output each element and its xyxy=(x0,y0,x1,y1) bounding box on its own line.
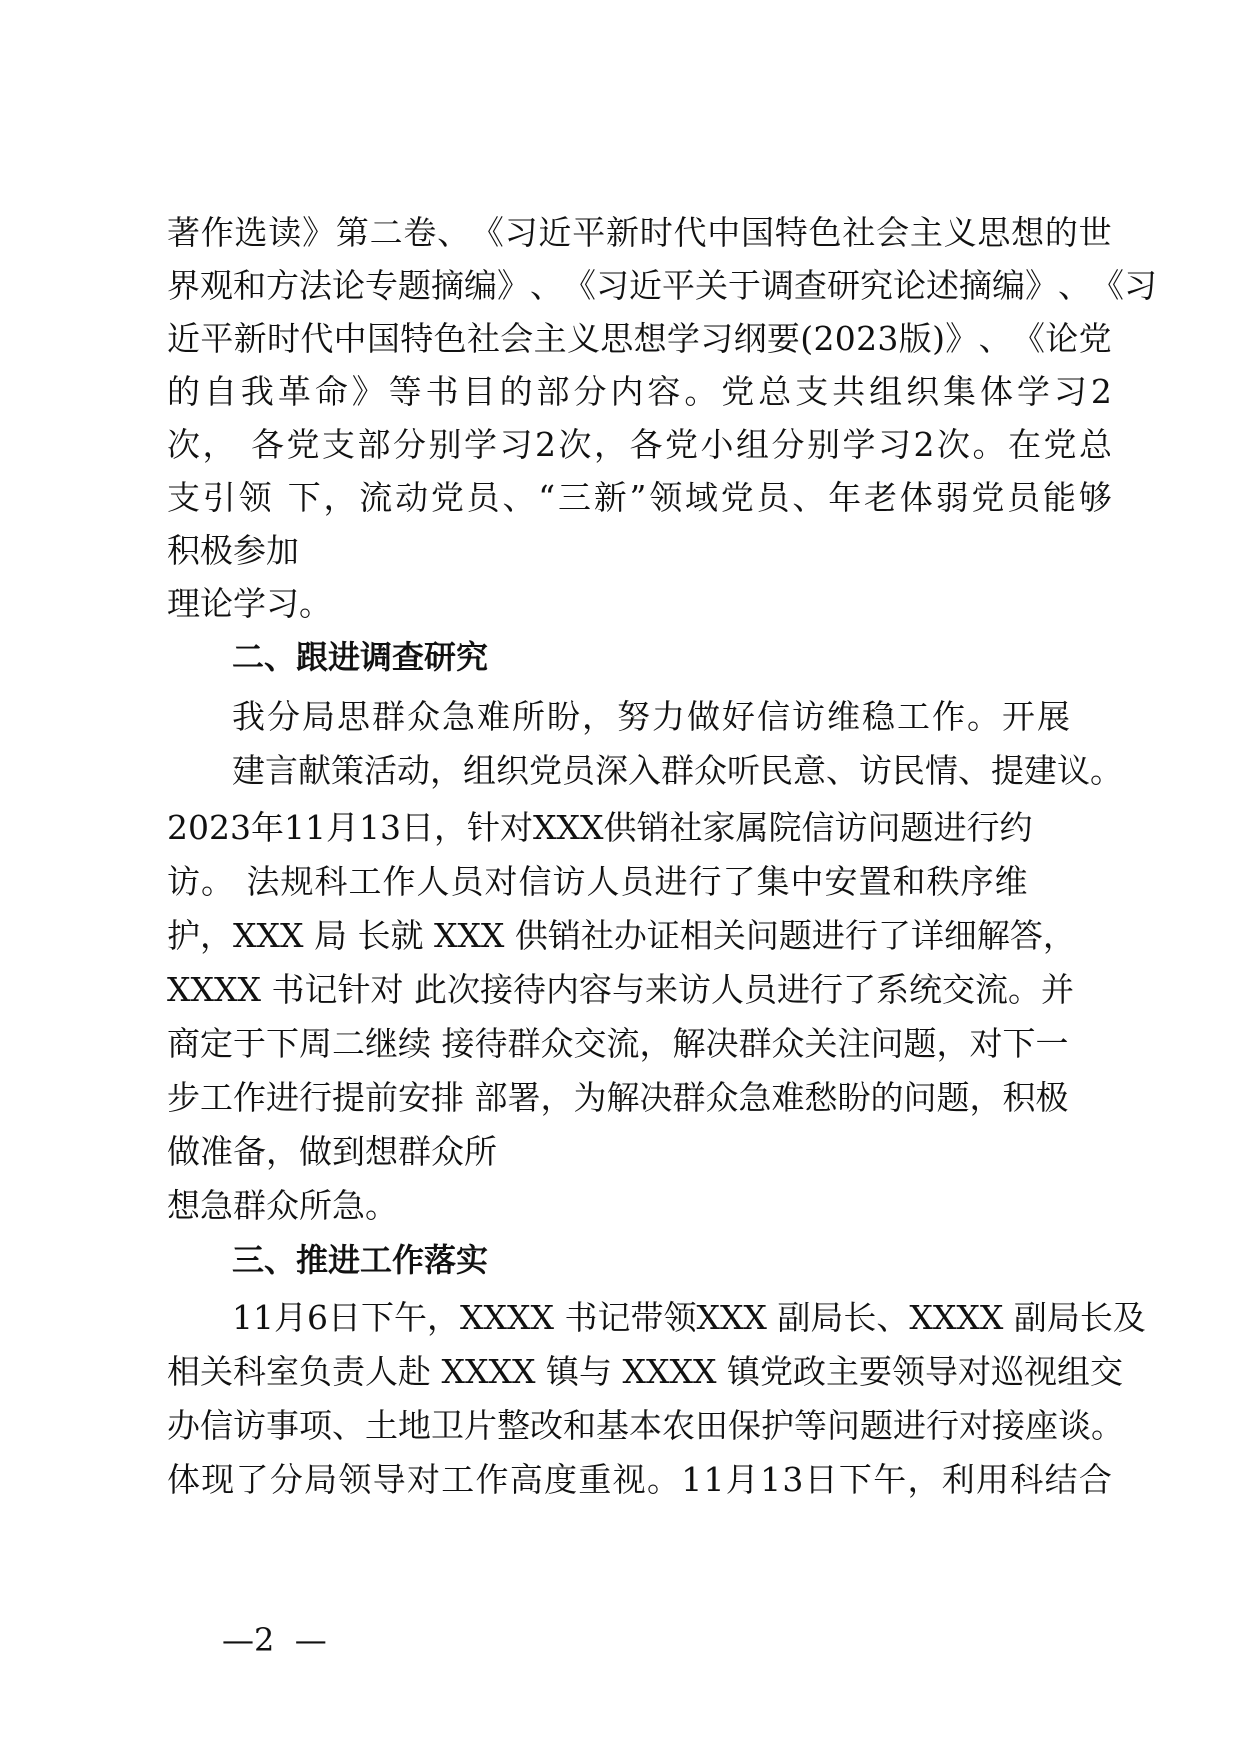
paragraph-line: 步工作进行提前安排 部署，为解决群众急难愁盼的问题，积极 xyxy=(167,1078,1069,1117)
paragraph-line: 近 平 新 时 代 中 国 特 色 社 会 主 义 思 想 学 习 纲 要 ( 2 0 2 3 版 ) 》 、 《 论 党 xyxy=(167,319,1112,358)
paragraph-line: 做准备，做到想群众所 xyxy=(167,1132,497,1171)
paragraph-line: 2023年11月13日，针对XXX供销社家属院信访问题进行约 xyxy=(167,808,1033,847)
paragraph-line: 体 现 了 分 局 领 导 对 工 作 高 度 重 视 。 1 1 月 1 3 日 下 午 ， 利 用 科 结 合 xyxy=(167,1460,1112,1499)
paragraph-line: 11月6日下午，XXXX 书记带领XXX 副局长、XXXX 副局长及 xyxy=(232,1298,1146,1337)
paragraph-line: 次 ， 各 党 支 部 分 别 学 习 2 次 ， 各 党 小 组 分 别 学 习 2 次 。 在 党 总 xyxy=(167,425,1112,464)
section-heading: 二、跟进调查研究 xyxy=(232,638,489,676)
paragraph-line: 相 关 科 室 负 责 人 赴 X X X X 镇 与 X X X X 镇 党 政 主 要 领 导 对 巡 视 组 交 xyxy=(167,1352,1123,1391)
paragraph-line: 访。 法规科工作人员对信访人员进行了集中安置和秩序维 xyxy=(167,862,1029,901)
section-heading: 三、推进工作落实 xyxy=(232,1241,489,1279)
paragraph-line: XXXX 书记针对 此次接待内容与来访人员进行了系统交流。并 xyxy=(167,970,1074,1009)
paragraph-line: 积极参加 xyxy=(167,531,299,570)
paragraph-line: 的 自 我 革 命 》 等 书 目 的 部 分 内 容 。 党 总 支 共 组 织 集 体 学 习 2 xyxy=(167,372,1112,411)
paragraph-line: 想急群众所急。 xyxy=(167,1186,398,1225)
paragraph-line: 护，XXX 局 长就 XXX 供销社办证相关问题进行了详细解答， xyxy=(167,916,1076,955)
paragraph-line: 支 引 领 下 ， 流 动 党 员 、 “ 三 新 ” 领 域 党 员 、 年 老 体 弱 党 员 能 够 xyxy=(167,478,1112,517)
paragraph-line: 著 作 选 读 》 第 二 卷 、 《 习 近 平 新 时 代 中 国 特 色 社 会 主 义 思 想 的 世 xyxy=(167,213,1112,252)
paragraph-line: 我分局思群众急难所盼，努力做好信访维稳工作。开展 xyxy=(232,697,1072,736)
paragraph-line: 理论学习。 xyxy=(167,584,332,623)
paragraph-line: 办 信 访 事 项 、 土 地 卫 片 整 改 和 基 本 农 田 保 护 等 问 题 进 行 对 接 座 谈 。 xyxy=(167,1406,1124,1445)
page-number: —2 — xyxy=(222,1621,327,1659)
paragraph-line: 建言献策活动，组织党员深入群众听民意、访民情、提建议。 xyxy=(232,751,1123,790)
paragraph-line: 商定于下周二继续 接待群众交流，解决群众关注问题，对下一 xyxy=(167,1024,1069,1063)
paragraph-line: 界 观 和 方 法 论 专 题 摘 编 》 、 《 习 近 平 关 于 调 查 研 究 论 述 摘 编 》 、 《 习 xyxy=(167,266,1157,305)
